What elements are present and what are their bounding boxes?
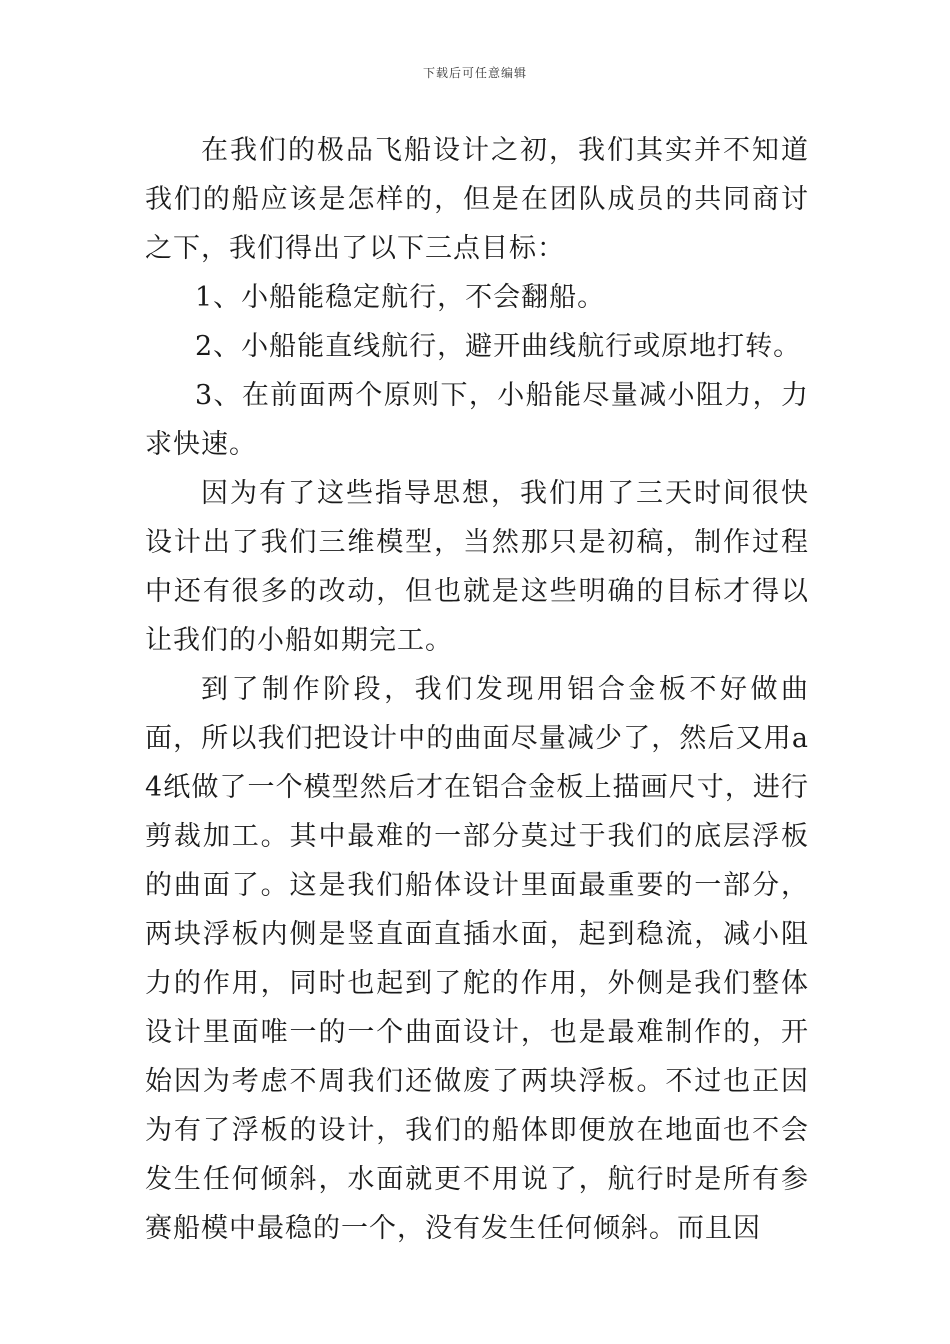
paragraph-design: 因为有了这些指导思想，我们用了三天时间很快设计出了我们三维模型，当然那只是初稿，制作过程中还有很多的改动，但也就是这些明确的目标才得以让我们的小船如期完工。 — [145, 478, 809, 656]
paragraph-intro: 在我们的极品飞船设计之初，我们其实并不知道我们的船应该是怎样的，但是在团队成员的共同商讨之下，我们得出了以下三点目标： — [145, 135, 809, 264]
paragraph-production: 到了制作阶段，我们发现用铝合金板不好做曲面，所以我们把设计中的曲面尽量减少了，然后又用a4纸做了一个模型然后才在铝合金板上描画尺寸，进行剪裁加工。其中最难的一部分莫过于我们的底层浮板的曲面了。这是我们船体设计里面最重要的一部分，两块浮板内侧是竖直面直插水面，起到稳流，减小阻力的作用，同时也起到了舵的作用，外侧是我们整体设计里面唯一的一个曲面设计，也是最难制作的，开始因为考虑不周我们还做废了两块浮板。不过也正因为有了浮板的设计，我们的船体即便放在地面也不会发生任何倾斜，水面就更不用说了，航行时是所有参赛船模中最稳的一个，没有发生任何倾斜。而且因 — [145, 674, 809, 1244]
list-item-goal-1: 1、小船能稳定航行，不会翻船。 — [195, 282, 606, 313]
header-note: 下载后可任意编辑 — [422, 66, 527, 80]
list-item-goal-2: 2、小船能直线航行，避开曲线航行或原地打转。 — [195, 331, 802, 362]
list-item-goal-3: 3、在前面两个原则下，小船能尽量减小阻力，力求快速。 — [145, 380, 809, 460]
document-body — [145, 126, 809, 1253]
